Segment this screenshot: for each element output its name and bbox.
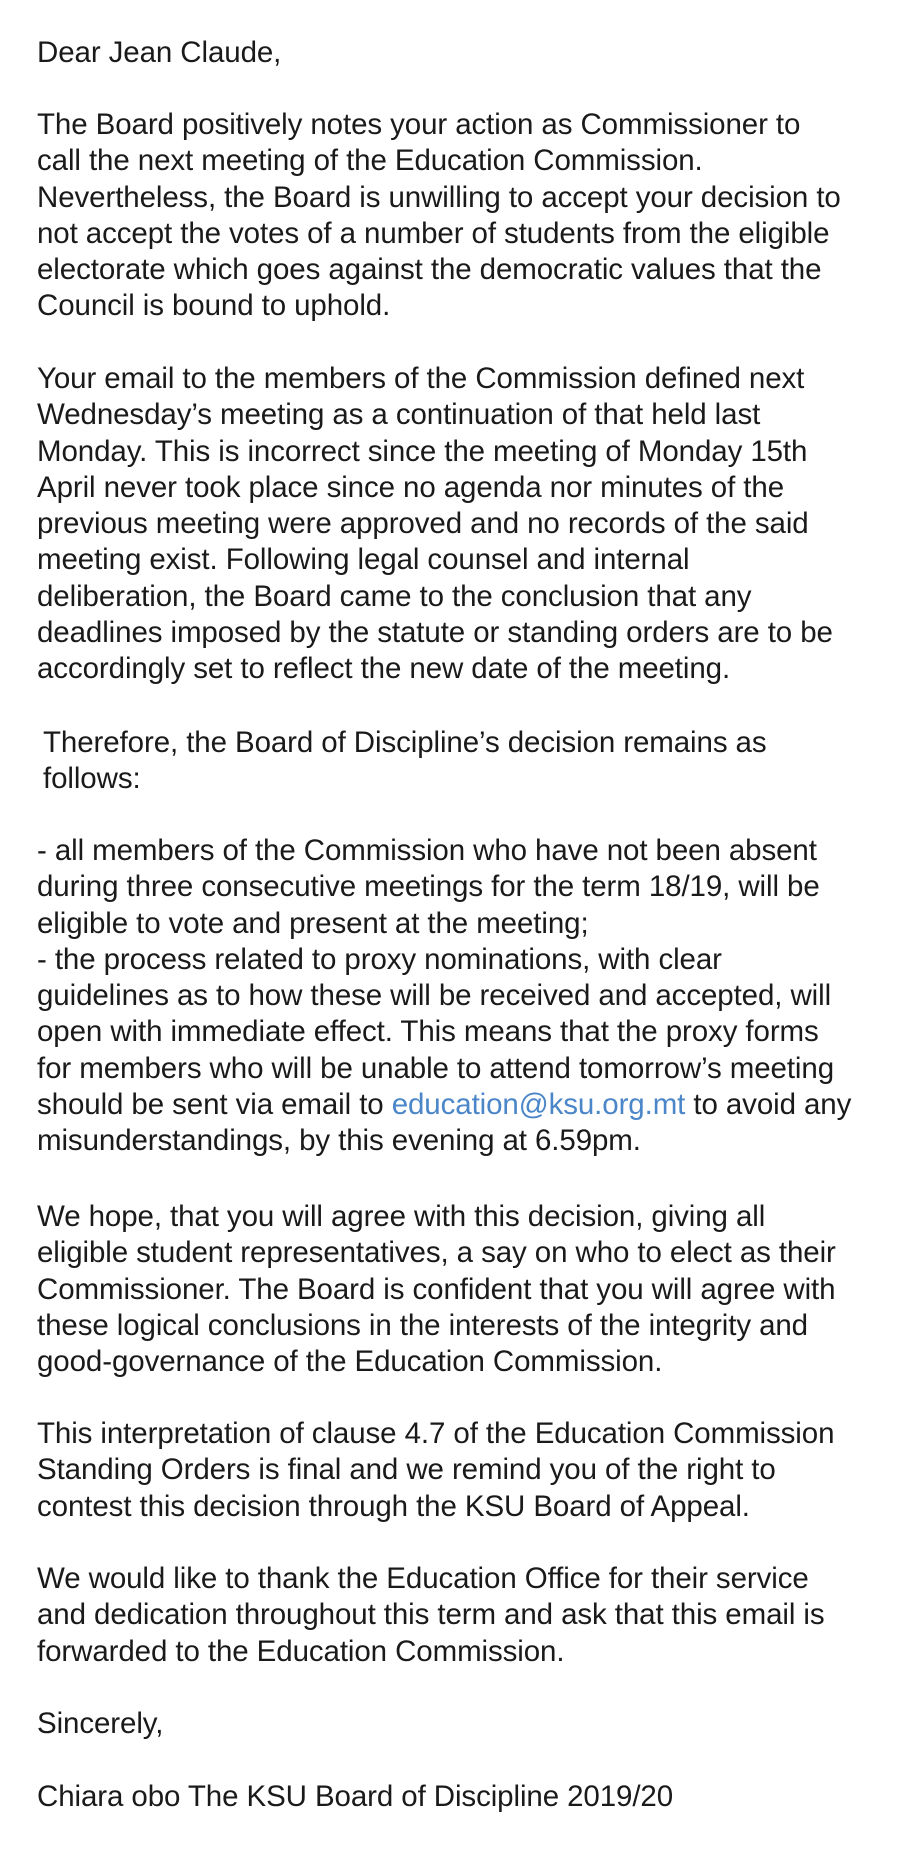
text-line: The Board positively notes your action as Commissioner to bbox=[37, 108, 801, 141]
text-line: misunderstandings, by this evening at 6.59pm. bbox=[37, 1124, 641, 1158]
decision-list bbox=[37, 833, 915, 1160]
text-line: - all members of the Commission who have not been absent bbox=[37, 834, 817, 867]
paragraph-meeting-continuation bbox=[37, 361, 907, 688]
text-line: guidelines as to how these will be received and accepted, will bbox=[37, 979, 832, 1013]
text-line: We hope, that you will agree with this decision, giving all bbox=[37, 1200, 766, 1233]
paragraph-decision-intro bbox=[43, 725, 907, 798]
text-line: and dedication throughout this term and ask that this email is bbox=[37, 1598, 825, 1632]
email-greeting: Dear Jean Claude, bbox=[37, 36, 282, 69]
paragraph-interpretation bbox=[37, 1416, 915, 1525]
text-line: deadlines imposed by the statute or standing orders are to be bbox=[37, 616, 833, 650]
email-signoff: Sincerely, bbox=[37, 1707, 164, 1740]
paragraph-board-notes bbox=[37, 107, 907, 325]
text-line: Nevertheless, the Board is unwilling to accept your decision to bbox=[37, 180, 841, 214]
text-line: Commissioner. The Board is confident that you will agree with bbox=[37, 1272, 836, 1306]
text-line: eligible to vote and present at the meeting; bbox=[37, 906, 589, 940]
text-line: Standing Orders is final and we remind you of the right to bbox=[37, 1453, 776, 1487]
text-line: eligible student representatives, a say on who to elect as their bbox=[37, 1236, 836, 1270]
text-line: previous meeting were approved and no records of the said bbox=[37, 507, 809, 541]
list-item bbox=[37, 833, 915, 942]
text-line: We would like to thank the Education Office for their service bbox=[37, 1562, 809, 1595]
text-line: deliberation, the Board came to the conclusion that any bbox=[37, 579, 752, 613]
text-line: these logical conclusions in the interests of the integrity and bbox=[37, 1308, 808, 1342]
text-line: Wednesday’s meeting as a continuation of that held last bbox=[37, 398, 761, 432]
email-signature: Chiara obo The KSU Board of Discipline 2019/20 bbox=[37, 1780, 674, 1813]
text-line: good-governance of the Education Commission. bbox=[37, 1345, 663, 1379]
text-segment: to avoid any bbox=[685, 1088, 852, 1122]
text-line: call the next meeting of the Education Commission. bbox=[37, 144, 703, 178]
text-line: for members who will be unable to attend tomorrow’s meeting bbox=[37, 1051, 834, 1085]
text-line: electorate which goes against the democratic values that the bbox=[37, 253, 822, 287]
text-line: Your email to the members of the Commission defined next bbox=[37, 362, 805, 395]
text-line: April never took place since no agenda nor minutes of the bbox=[37, 470, 785, 504]
text-line: - the process related to proxy nominations, with clear bbox=[37, 942, 722, 976]
text-line: This interpretation of clause 4.7 of the Education Commission bbox=[37, 1417, 835, 1450]
text-line: meeting exist. Following legal counsel and internal bbox=[37, 543, 690, 577]
text-line: open with immediate effect. This means that the proxy forms bbox=[37, 1015, 819, 1049]
list-item bbox=[37, 942, 915, 1160]
text-line: forwarded to the Education Commission. bbox=[37, 1634, 565, 1668]
paragraph-thanks bbox=[37, 1561, 907, 1670]
text-line-with-link bbox=[37, 1087, 915, 1123]
text-line: Therefore, the Board of Discipline’s decision remains as bbox=[43, 726, 767, 759]
text-line: follows: bbox=[43, 762, 141, 796]
text-line: Monday. This is incorrect since the meeting of Monday 15th bbox=[37, 434, 808, 468]
text-line: accordingly set to reflect the new date of the meeting. bbox=[37, 652, 731, 686]
text-line: contest this decision through the KSU Board of Appeal. bbox=[37, 1489, 750, 1523]
paragraph-hope-agree bbox=[37, 1199, 907, 1380]
email-link[interactable]: education@ksu.org.mt bbox=[391, 1088, 686, 1122]
text-line: Council is bound to uphold. bbox=[37, 289, 391, 323]
text-line: not accept the votes of a number of students from the eligible bbox=[37, 216, 830, 250]
text-segment: should be sent via email to bbox=[37, 1088, 392, 1122]
text-line: during three consecutive meetings for the term 18/19, will be bbox=[37, 870, 820, 904]
